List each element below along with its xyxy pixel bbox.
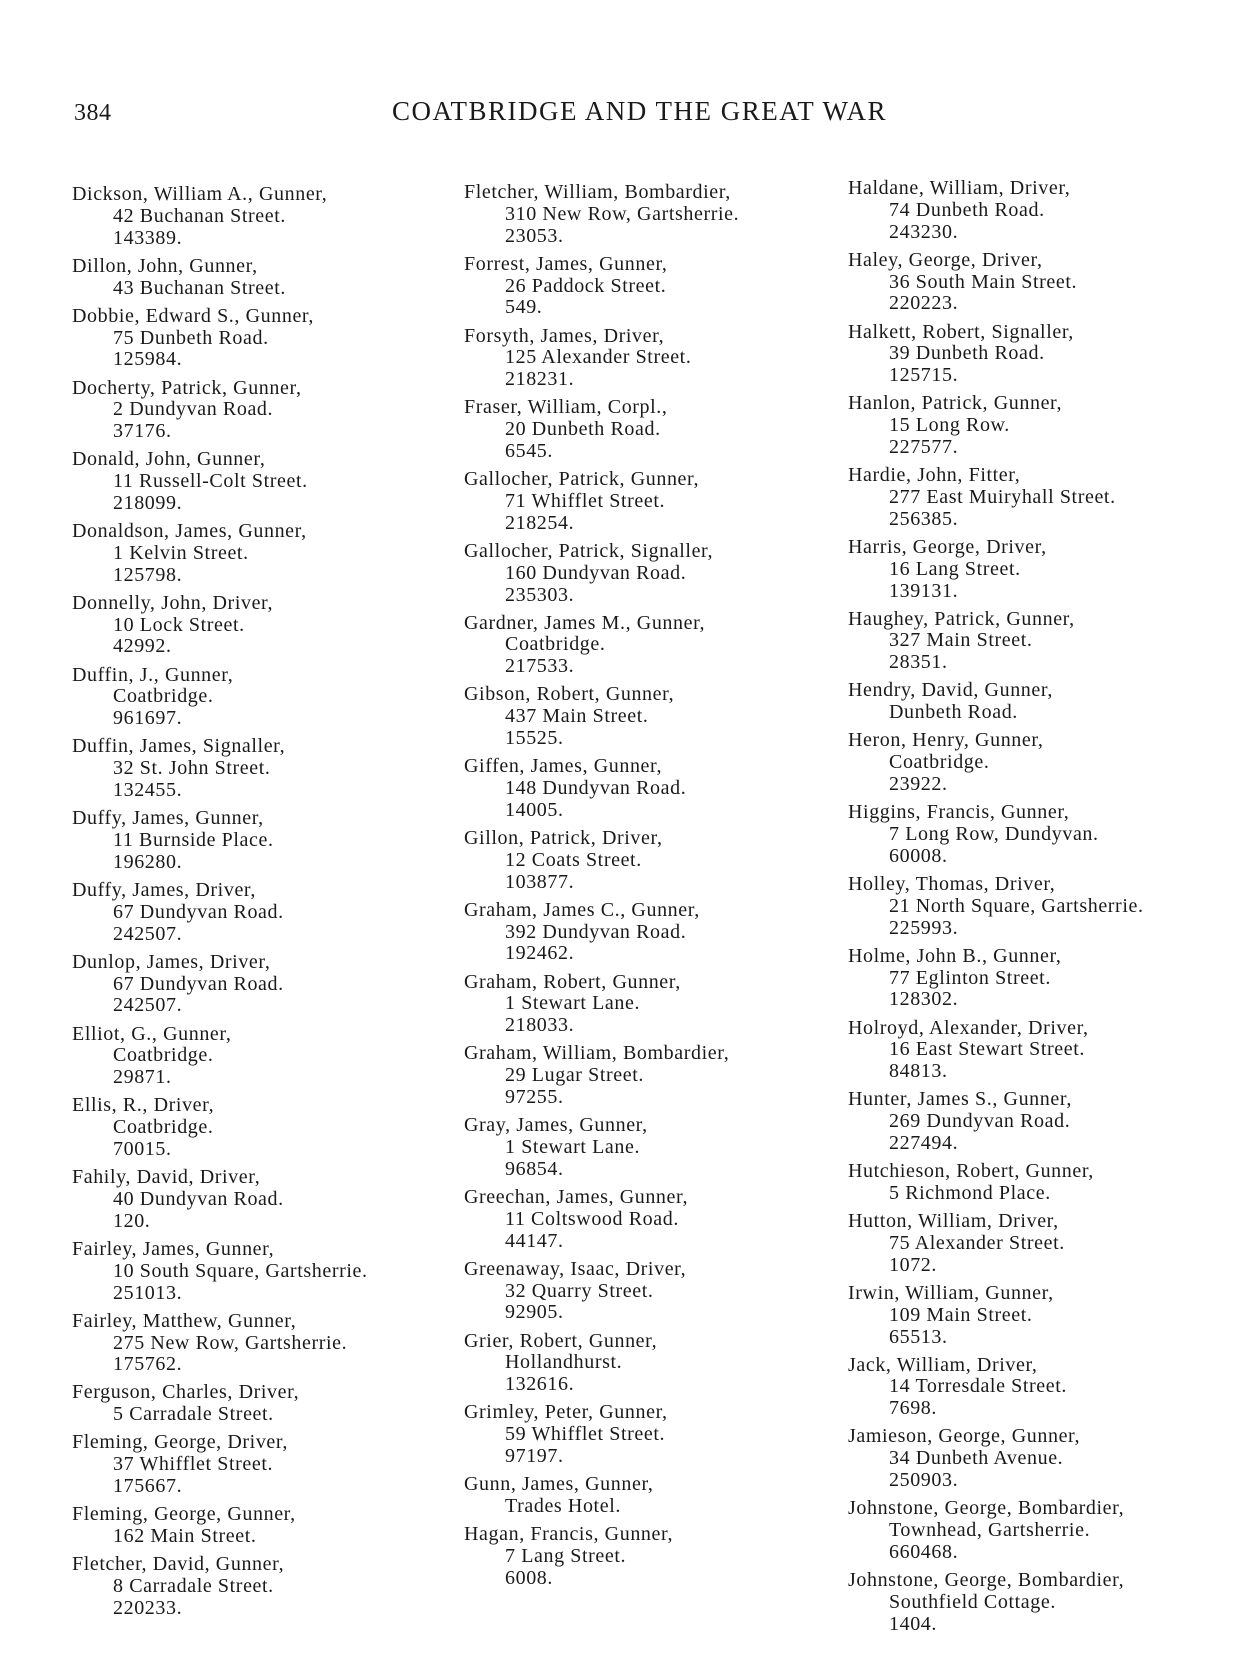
roll-entry bbox=[464, 972, 859, 1037]
entry-service-number: 97197. bbox=[505, 1444, 564, 1467]
roll-entry bbox=[464, 900, 859, 965]
entry-address: 7 Lang Street. bbox=[505, 1544, 627, 1567]
roll-entry bbox=[848, 730, 1240, 795]
roll-entry bbox=[848, 537, 1240, 602]
entry-service-number: 125984. bbox=[113, 348, 183, 371]
entry-name-rank: Hardie, John, Fitter, bbox=[848, 464, 1021, 487]
page-title: COATBRIDGE AND THE GREAT WAR bbox=[392, 96, 888, 126]
roll-entry bbox=[464, 1259, 859, 1324]
entry-service-number: 251013. bbox=[113, 1281, 183, 1304]
entry-name-rank: Duffin, J., Gunner, bbox=[72, 663, 234, 686]
entry-name-rank: Duffy, James, Gunner, bbox=[72, 807, 264, 830]
entry-service-number: 143389. bbox=[113, 226, 183, 249]
entry-service-number: 218231. bbox=[505, 368, 575, 391]
roll-entry bbox=[72, 952, 467, 1017]
roll-entry bbox=[464, 397, 859, 462]
entry-address: 437 Main Street. bbox=[505, 705, 649, 728]
entry-service-number: 227494. bbox=[889, 1131, 959, 1154]
roll-entry bbox=[72, 593, 467, 658]
entry-address: 75 Dunbeth Road. bbox=[113, 326, 269, 349]
entry-service-number: 242507. bbox=[113, 922, 183, 945]
entry-address: Townhead, Gartsherrie. bbox=[889, 1519, 1091, 1542]
entry-service-number: 125798. bbox=[113, 563, 183, 586]
page-number: 384 bbox=[74, 100, 112, 126]
entry-address: 327 Main Street. bbox=[889, 629, 1033, 652]
entry-address: Trades Hotel. bbox=[505, 1494, 621, 1517]
entry-service-number: 23922. bbox=[889, 773, 948, 796]
entry-address: 275 New Row, Gartsherrie. bbox=[113, 1331, 348, 1354]
entry-service-number: 97255. bbox=[505, 1085, 564, 1108]
entry-service-number: 37176. bbox=[113, 420, 172, 443]
roll-entry bbox=[848, 946, 1240, 1011]
entry-name-rank: Fairley, Matthew, Gunner, bbox=[72, 1309, 297, 1332]
entry-address: 1 Stewart Lane. bbox=[505, 992, 641, 1015]
entry-service-number: 256385. bbox=[889, 507, 959, 530]
roll-entry bbox=[72, 306, 467, 371]
roll-entry bbox=[72, 256, 467, 300]
entry-address: Dunbeth Road. bbox=[889, 701, 1018, 724]
roll-entry bbox=[72, 1239, 467, 1304]
roll-entry bbox=[464, 1474, 859, 1518]
entry-name-rank: Greenaway, Isaac, Driver, bbox=[464, 1257, 687, 1280]
entry-service-number: 250903. bbox=[889, 1469, 959, 1492]
entry-name-rank: Gallocher, Patrick, Signaller, bbox=[464, 539, 714, 562]
roll-entry bbox=[848, 1570, 1240, 1635]
entry-name-rank: Haughey, Patrick, Gunner, bbox=[848, 607, 1075, 630]
entry-address: 29 Lugar Street. bbox=[505, 1064, 645, 1087]
entry-name-rank: Dobbie, Edward S., Gunner, bbox=[72, 304, 314, 327]
entry-name-rank: Gunn, James, Gunner, bbox=[464, 1473, 654, 1496]
entry-service-number: 44147. bbox=[505, 1229, 564, 1252]
entry-service-number: 23053. bbox=[505, 224, 564, 247]
roll-entry bbox=[72, 1024, 467, 1089]
entry-address: 75 Alexander Street. bbox=[889, 1231, 1065, 1254]
entry-address: 11 Burnside Place. bbox=[113, 829, 274, 852]
entry-name-rank: Hanlon, Patrick, Gunner, bbox=[848, 392, 1063, 415]
roll-entry bbox=[72, 378, 467, 443]
entry-name-rank: Fleming, George, Gunner, bbox=[72, 1503, 296, 1526]
entry-address: Southfield Cottage. bbox=[889, 1590, 1056, 1613]
entry-address: 36 South Main Street. bbox=[889, 270, 1078, 293]
entry-name-rank: Jack, William, Driver, bbox=[848, 1353, 1038, 1376]
entry-address: 10 Lock Street. bbox=[113, 613, 245, 636]
entry-address: 160 Dundyvan Road. bbox=[505, 561, 687, 584]
roll-entry bbox=[72, 449, 467, 514]
entry-name-rank: Greechan, James, Gunner, bbox=[464, 1185, 689, 1208]
entry-service-number: 29871. bbox=[113, 1066, 172, 1089]
roll-entry bbox=[848, 1089, 1240, 1154]
entry-service-number: 42992. bbox=[113, 635, 172, 658]
entry-service-number: 120. bbox=[113, 1209, 151, 1232]
roll-entry bbox=[72, 880, 467, 945]
entry-service-number: 15525. bbox=[505, 727, 564, 750]
roll-entry bbox=[848, 680, 1240, 724]
entry-address: 125 Alexander Street. bbox=[505, 346, 692, 369]
entry-address: 10 South Square, Gartsherrie. bbox=[113, 1259, 368, 1282]
entry-address: Coatbridge. bbox=[113, 685, 214, 708]
roll-entry bbox=[72, 1504, 467, 1548]
entry-service-number: 6545. bbox=[505, 439, 553, 462]
entry-service-number: 192462. bbox=[505, 942, 575, 965]
entry-address: 15 Long Row. bbox=[889, 414, 1010, 437]
roll-entry bbox=[72, 1432, 467, 1497]
entry-name-rank: Jamieson, George, Gunner, bbox=[848, 1425, 1081, 1448]
entry-name-rank: Duffy, James, Driver, bbox=[72, 879, 256, 902]
entry-service-number: 175762. bbox=[113, 1353, 183, 1376]
entry-name-rank: Hagan, Francis, Gunner, bbox=[464, 1523, 674, 1546]
entry-address: Coatbridge. bbox=[113, 1116, 214, 1139]
roll-entry bbox=[464, 326, 859, 391]
entry-service-number: 1072. bbox=[889, 1253, 937, 1276]
entry-address: 14 Torresdale Street. bbox=[889, 1375, 1068, 1398]
entry-address: 40 Dundyvan Road. bbox=[113, 1187, 284, 1210]
entry-address: 5 Richmond Place. bbox=[889, 1181, 1051, 1204]
entry-service-number: 128302. bbox=[889, 988, 959, 1011]
entry-name-rank: Docherty, Patrick, Gunner, bbox=[72, 376, 302, 399]
roll-entry bbox=[72, 1095, 467, 1160]
entry-address: 67 Dundyvan Road. bbox=[113, 900, 284, 923]
entry-name-rank: Elliot, G., Gunner, bbox=[72, 1022, 232, 1045]
roll-entry bbox=[848, 250, 1240, 315]
entry-address: 59 Whifflet Street. bbox=[505, 1423, 666, 1446]
entry-name-rank: Donaldson, James, Gunner, bbox=[72, 520, 307, 543]
entry-name-rank: Gallocher, Patrick, Gunner, bbox=[464, 468, 700, 491]
entry-service-number: 217533. bbox=[505, 655, 575, 678]
entry-name-rank: Grimley, Peter, Gunner, bbox=[464, 1401, 668, 1424]
entry-address: 310 New Row, Gartsherrie. bbox=[505, 202, 740, 225]
entry-address: 20 Dunbeth Road. bbox=[505, 418, 661, 441]
entry-service-number: 220233. bbox=[113, 1596, 183, 1619]
roll-entry bbox=[848, 178, 1240, 243]
roll-column-3 bbox=[848, 178, 1240, 1642]
entry-address: Coatbridge. bbox=[889, 751, 990, 774]
entry-address: 11 Coltswood Road. bbox=[505, 1207, 679, 1230]
roll-entry bbox=[848, 609, 1240, 674]
roll-entry bbox=[848, 1018, 1240, 1083]
entry-name-rank: Gibson, Robert, Gunner, bbox=[464, 683, 675, 706]
entry-address: 16 East Stewart Street. bbox=[889, 1038, 1085, 1061]
entry-service-number: 549. bbox=[505, 296, 543, 319]
entry-service-number: 103877. bbox=[505, 870, 575, 893]
entry-name-rank: Graham, Robert, Gunner, bbox=[464, 970, 681, 993]
roll-entry bbox=[464, 684, 859, 749]
roll-entry bbox=[848, 874, 1240, 939]
entry-name-rank: Graham, James C., Gunner, bbox=[464, 898, 700, 921]
roll-entry bbox=[464, 828, 859, 893]
entry-name-rank: Dunlop, James, Driver, bbox=[72, 950, 271, 973]
entry-service-number: 96854. bbox=[505, 1157, 564, 1180]
entry-name-rank: Haldane, William, Driver, bbox=[848, 177, 1071, 199]
roll-entry bbox=[464, 613, 859, 678]
roll-entry bbox=[848, 393, 1240, 458]
entry-service-number: 196280. bbox=[113, 850, 183, 873]
entry-service-number: 1404. bbox=[889, 1612, 937, 1635]
entry-address: 42 Buchanan Street. bbox=[113, 204, 287, 227]
entry-name-rank: Fletcher, William, Bombardier, bbox=[464, 181, 731, 203]
entry-service-number: 28351. bbox=[889, 651, 948, 674]
entry-address: Coatbridge. bbox=[113, 1044, 214, 1067]
roll-entry bbox=[72, 1167, 467, 1232]
roll-entry bbox=[72, 1382, 467, 1426]
entry-address: 7 Long Row, Dundyvan. bbox=[889, 823, 1099, 846]
roll-entry bbox=[72, 665, 467, 730]
roll-column-1 bbox=[72, 184, 467, 1626]
entry-service-number: 125715. bbox=[889, 364, 959, 387]
entry-address: 26 Paddock Street. bbox=[505, 274, 667, 297]
roll-entry bbox=[848, 1161, 1240, 1205]
entry-address: 269 Dundyvan Road. bbox=[889, 1110, 1071, 1133]
entry-service-number: 175667. bbox=[113, 1475, 183, 1498]
entry-service-number: 84813. bbox=[889, 1060, 948, 1083]
entry-address: 74 Dunbeth Road. bbox=[889, 198, 1045, 221]
entry-address: 109 Main Street. bbox=[889, 1303, 1033, 1326]
entry-service-number: 220223. bbox=[889, 292, 959, 315]
entry-service-number: 242507. bbox=[113, 994, 183, 1017]
roll-entry bbox=[464, 1115, 859, 1180]
roll-entry bbox=[72, 1554, 467, 1619]
entry-service-number: 227577. bbox=[889, 435, 959, 458]
entry-name-rank: Fletcher, David, Gunner, bbox=[72, 1553, 285, 1576]
entry-name-rank: Holroyd, Alexander, Driver, bbox=[848, 1016, 1089, 1039]
entry-name-rank: Donald, John, Gunner, bbox=[72, 448, 266, 471]
entry-name-rank: Duffin, James, Signaller, bbox=[72, 735, 286, 758]
entry-address: 16 Lang Street. bbox=[889, 557, 1021, 580]
entry-name-rank: Graham, William, Bombardier, bbox=[464, 1042, 730, 1065]
roll-entry bbox=[848, 1283, 1240, 1348]
entry-address: Coatbridge. bbox=[505, 633, 606, 656]
roll-entry bbox=[464, 254, 859, 319]
entry-name-rank: Ferguson, Charles, Driver, bbox=[72, 1381, 300, 1404]
entry-name-rank: Gray, James, Gunner, bbox=[464, 1114, 648, 1137]
entry-address: Hollandhurst. bbox=[505, 1351, 623, 1374]
entry-address: 67 Dundyvan Road. bbox=[113, 972, 284, 995]
entry-name-rank: Irwin, William, Gunner, bbox=[848, 1281, 1054, 1304]
entry-address: 5 Carradale Street. bbox=[113, 1403, 274, 1426]
entry-name-rank: Hendry, David, Gunner, bbox=[848, 679, 1053, 702]
entry-address: 8 Carradale Street. bbox=[113, 1575, 274, 1598]
roll-entry bbox=[72, 1311, 467, 1376]
entry-service-number: 7698. bbox=[889, 1397, 937, 1420]
entry-service-number: 92905. bbox=[505, 1301, 564, 1324]
entry-address: 39 Dunbeth Road. bbox=[889, 342, 1045, 365]
roll-entry bbox=[464, 1524, 859, 1589]
entry-address: 32 St. John Street. bbox=[113, 757, 271, 780]
entry-name-rank: Ellis, R., Driver, bbox=[72, 1094, 215, 1117]
roll-entry bbox=[848, 1355, 1240, 1420]
entry-service-number: 218099. bbox=[113, 491, 183, 514]
entry-address: 34 Dunbeth Avenue. bbox=[889, 1447, 1064, 1470]
entry-name-rank: Heron, Henry, Gunner, bbox=[848, 729, 1044, 752]
entry-name-rank: Gillon, Patrick, Driver, bbox=[464, 827, 663, 850]
entry-service-number: 235303. bbox=[505, 583, 575, 606]
entry-name-rank: Johnstone, George, Bombardier, bbox=[848, 1497, 1125, 1520]
entry-service-number: 70015. bbox=[113, 1137, 172, 1160]
entry-name-rank: Fairley, James, Gunner, bbox=[72, 1237, 275, 1260]
roll-entry bbox=[464, 1043, 859, 1108]
entry-address: 162 Main Street. bbox=[113, 1525, 257, 1548]
roll-entry bbox=[72, 521, 467, 586]
roll-entry bbox=[464, 1331, 859, 1396]
entry-name-rank: Dickson, William A., Gunner, bbox=[72, 183, 328, 205]
entry-address: 11 Russell-Colt Street. bbox=[113, 470, 308, 493]
entry-address: 32 Quarry Street. bbox=[505, 1279, 654, 1302]
entry-name-rank: Hunter, James S., Gunner, bbox=[848, 1088, 1072, 1111]
roll-entry bbox=[464, 1402, 859, 1467]
roll-entry bbox=[848, 322, 1240, 387]
entry-name-rank: Dillon, John, Gunner, bbox=[72, 254, 258, 277]
entry-name-rank: Donnelly, John, Driver, bbox=[72, 591, 274, 614]
roll-entry bbox=[848, 1426, 1240, 1491]
entry-service-number: 14005. bbox=[505, 798, 564, 821]
entry-name-rank: Giffen, James, Gunner, bbox=[464, 755, 663, 778]
entry-service-number: 60008. bbox=[889, 844, 948, 867]
entry-name-rank: Johnstone, George, Bombardier, bbox=[848, 1569, 1125, 1592]
entry-service-number: 139131. bbox=[889, 579, 959, 602]
entry-name-rank: Gardner, James M., Gunner, bbox=[464, 611, 706, 634]
entry-service-number: 132616. bbox=[505, 1373, 575, 1396]
entry-name-rank: Forsyth, James, Driver, bbox=[464, 324, 665, 347]
entry-name-rank: Fleming, George, Driver, bbox=[72, 1431, 288, 1454]
entry-service-number: 65513. bbox=[889, 1325, 948, 1348]
roll-entry bbox=[464, 182, 859, 247]
entry-service-number: 218254. bbox=[505, 511, 575, 534]
roll-entry bbox=[72, 808, 467, 873]
entry-service-number: 660468. bbox=[889, 1540, 959, 1563]
entry-service-number: 218033. bbox=[505, 1014, 575, 1037]
entry-address: 277 East Muiryhall Street. bbox=[889, 485, 1116, 508]
entry-name-rank: Halkett, Robert, Signaller, bbox=[848, 320, 1074, 343]
entry-address: 1 Kelvin Street. bbox=[113, 541, 249, 564]
entry-address: 1 Stewart Lane. bbox=[505, 1135, 641, 1158]
entry-address: 71 Whifflet Street. bbox=[505, 489, 666, 512]
entry-name-rank: Fahily, David, Driver, bbox=[72, 1166, 261, 1189]
roll-entry bbox=[464, 541, 859, 606]
entry-name-rank: Hutton, William, Driver, bbox=[848, 1210, 1059, 1233]
entry-address: 77 Eglinton Street. bbox=[889, 966, 1051, 989]
entry-address: 2 Dundyvan Road. bbox=[113, 398, 274, 421]
entry-name-rank: Harris, George, Driver, bbox=[848, 535, 1047, 558]
roll-entry bbox=[848, 465, 1240, 530]
roll-entry bbox=[848, 802, 1240, 867]
entry-name-rank: Grier, Robert, Gunner, bbox=[464, 1329, 658, 1352]
entry-name-rank: Holley, Thomas, Driver, bbox=[848, 873, 1056, 896]
entry-address: 12 Coats Street. bbox=[505, 848, 642, 871]
roll-entry bbox=[464, 1187, 859, 1252]
roll-entry bbox=[464, 756, 859, 821]
roll-entry bbox=[72, 184, 467, 249]
roll-entry bbox=[72, 736, 467, 801]
entry-name-rank: Hutchieson, Robert, Gunner, bbox=[848, 1160, 1094, 1183]
entry-service-number: 6008. bbox=[505, 1566, 553, 1589]
entry-name-rank: Holme, John B., Gunner, bbox=[848, 944, 1062, 967]
roll-entry bbox=[464, 469, 859, 534]
entry-name-rank: Fraser, William, Corpl., bbox=[464, 396, 668, 419]
entry-address: 43 Buchanan Street. bbox=[113, 276, 287, 299]
entry-address: 392 Dundyvan Road. bbox=[505, 920, 687, 943]
entry-name-rank: Haley, George, Driver, bbox=[848, 248, 1043, 271]
roll-entry bbox=[848, 1498, 1240, 1563]
entry-name-rank: Higgins, Francis, Gunner, bbox=[848, 801, 1070, 824]
entry-service-number: 225993. bbox=[889, 916, 959, 939]
roll-entry bbox=[848, 1211, 1240, 1276]
roll-column-2 bbox=[464, 182, 859, 1596]
entry-service-number: 132455. bbox=[113, 779, 183, 802]
entry-name-rank: Forrest, James, Gunner, bbox=[464, 252, 668, 275]
entry-address: 148 Dundyvan Road. bbox=[505, 777, 687, 800]
entry-address: 21 North Square, Gartsherrie. bbox=[889, 894, 1144, 917]
entry-service-number: 961697. bbox=[113, 707, 183, 730]
entry-address: 37 Whifflet Street. bbox=[113, 1453, 274, 1476]
entry-service-number: 243230. bbox=[889, 220, 959, 243]
